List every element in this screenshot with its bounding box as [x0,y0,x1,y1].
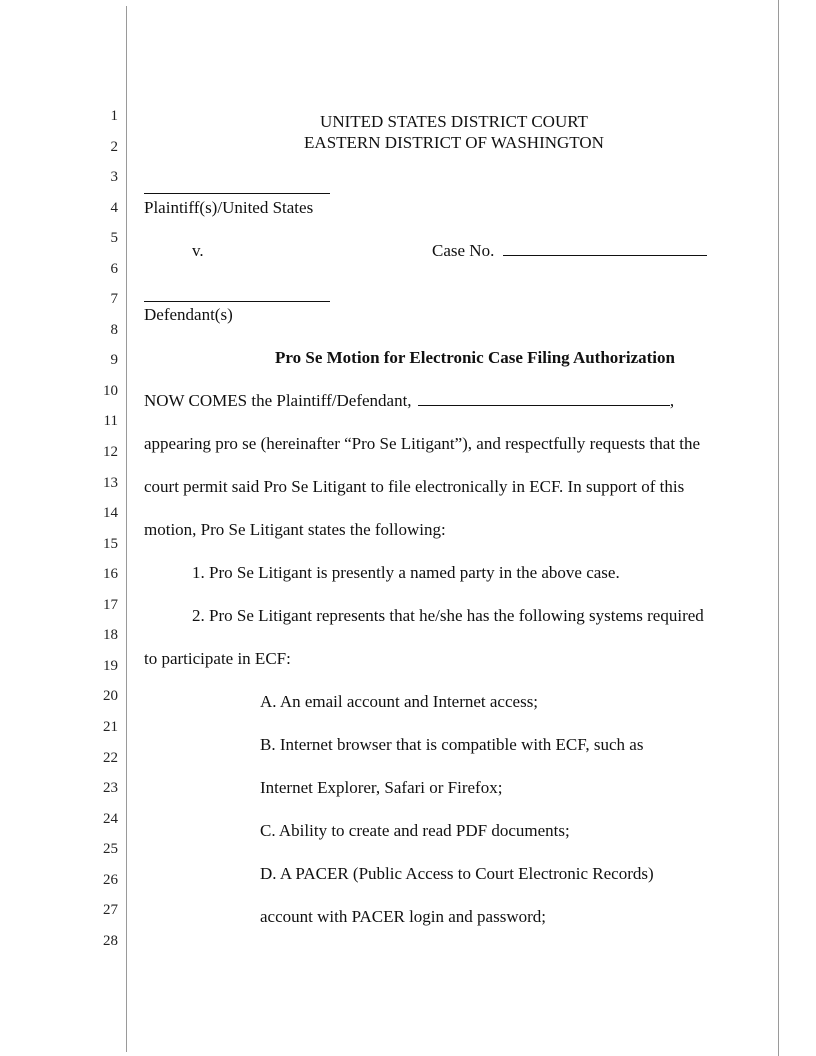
list-item-2-continued: to participate in ECF: [144,649,291,668]
line-number: 22 [103,750,118,766]
line-number: 5 [110,230,118,246]
intro-suffix: , [669,391,675,410]
defendant-name-line[interactable] [144,301,330,302]
party-name-blank[interactable] [418,391,670,406]
line-number: 28 [103,933,118,949]
case-number-field [432,241,707,261]
line-number: 4 [110,200,118,216]
right-margin-rule [778,0,779,1056]
line-number: 7 [110,291,118,307]
court-name: UNITED STATES DISTRICT COURT [320,112,588,131]
sub-item-b: B. Internet browser that is compatible with ECF, such as [260,735,644,754]
line-number: 27 [103,902,118,918]
case-number-blank[interactable] [503,241,707,256]
defendant-label: Defendant(s) [144,305,233,324]
list-item-2: 2. Pro Se Litigant represents that he/she has the following systems required [192,606,704,625]
versus: v. [192,241,204,260]
line-number: 18 [103,627,118,643]
line-number: 15 [103,536,118,552]
line-number: 17 [103,597,118,613]
line-number: 1 [110,108,118,124]
line-number: 19 [103,658,118,674]
line-number: 14 [103,505,118,521]
line-number: 6 [110,261,118,277]
sub-item-c: C. Ability to create and read PDF documents; [260,821,570,840]
body-line: appearing pro se (hereinafter “Pro Se Litigant”), and respectfully requests that the [144,434,701,453]
line-number: 25 [103,841,118,857]
line-number: 26 [103,872,118,888]
plaintiff-name-line[interactable] [144,193,330,194]
sub-item-d-continued: account with PACER login and password; [260,907,546,926]
line-number: 10 [103,383,118,399]
intro-prefix: NOW COMES the Plaintiff/Defendant, [144,391,412,410]
list-item-1: 1. Pro Se Litigant is presently a named party in the above case. [192,563,620,582]
court-district: EASTERN DISTRICT OF WASHINGTON [304,133,604,152]
intro-line [144,391,674,411]
plaintiff-label: Plaintiff(s)/United States [144,198,314,217]
line-number: 11 [103,413,118,429]
sub-item-a: A. An email account and Internet access; [260,692,539,711]
left-margin-rule [126,6,127,1052]
line-number: 8 [110,322,118,338]
sub-item-d: D. A PACER (Public Access to Court Electronic Records) [260,864,654,883]
line-number: 24 [103,811,118,827]
body-line: motion, Pro Se Litigant states the following: [144,520,446,539]
case-number-label: Case No. [432,241,495,260]
line-number: 2 [110,139,118,155]
line-number: 21 [103,719,118,735]
line-number: 3 [110,169,118,185]
line-number: 12 [103,444,118,460]
line-number: 13 [103,475,118,491]
line-number: 23 [103,780,118,796]
motion-title: Pro Se Motion for Electronic Case Filing Authorization [275,348,675,367]
line-number: 9 [110,352,118,368]
body-line: court permit said Pro Se Litigant to file electronically in ECF. In support of this [144,477,685,496]
sub-item-b-continued: Internet Explorer, Safari or Firefox; [260,778,503,797]
line-number: 20 [103,688,118,704]
line-number: 16 [103,566,118,582]
